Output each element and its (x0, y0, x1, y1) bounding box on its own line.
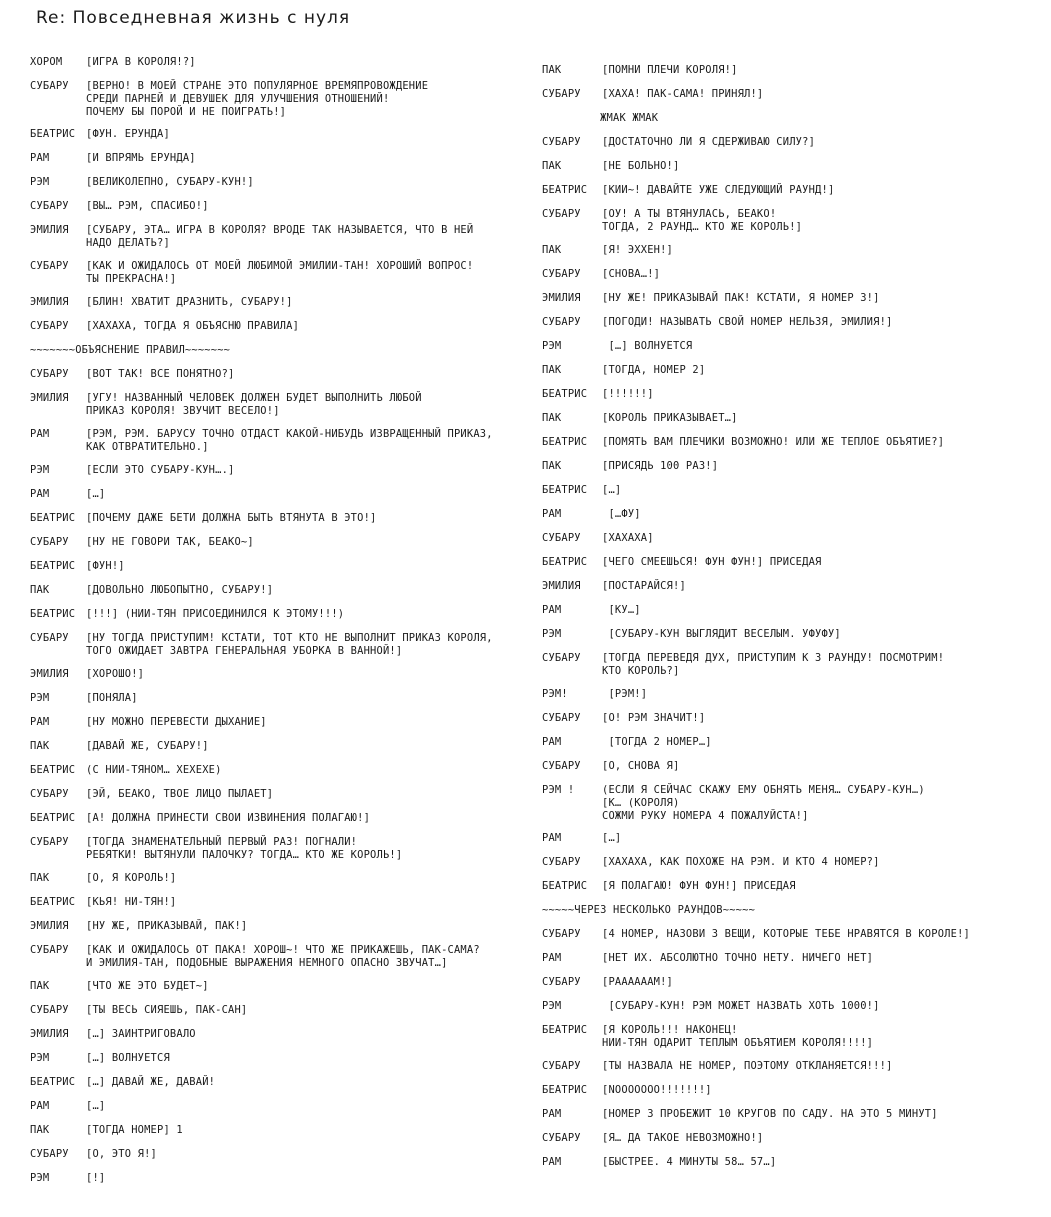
dialogue-line (542, 64, 738, 77)
dialogue-line (542, 1156, 776, 1169)
dialogue-line (30, 464, 234, 477)
speaker-name: СУБАРУ (542, 88, 581, 100)
speaker-name: РЭМ (542, 1000, 562, 1012)
dialogue-line (542, 712, 705, 725)
speaker-name: РАМ (30, 428, 50, 440)
dialogue-text: [СУБАРУ-КУН! РЭМ МОЖЕТ НАЗВАТЬ ХОТЬ 1000!] (602, 1000, 880, 1012)
dialogue-text: [ХАХАХА] (602, 532, 654, 544)
dialogue-text: [ДОВОЛЬНО ЛЮБОПЫТНО, СУБАРУ!] (86, 584, 274, 596)
dialogue-line (30, 920, 247, 933)
dialogue-line (30, 668, 144, 681)
speaker-name: БЕАТРИС (30, 512, 76, 524)
speaker-name: СУБАРУ (542, 1060, 581, 1072)
dialogue-line (542, 784, 925, 823)
speaker-name: ХОРОМ (30, 56, 63, 68)
speaker-name: РАМ (542, 832, 562, 844)
speaker-name: ПАК (542, 64, 562, 76)
speaker-name: РЭМ ! (542, 784, 575, 796)
dialogue-text: [О, ЭТО Я!] (86, 1148, 158, 1160)
speaker-name: СУБАРУ (542, 928, 581, 940)
dialogue-text: [ПРИСЯДЬ 100 РАЗ!] (602, 460, 719, 472)
dialogue-line (30, 488, 105, 501)
speaker-name: БЕАТРИС (542, 484, 588, 496)
speaker-name: БЕАТРИС (542, 184, 588, 196)
dialogue-line (30, 152, 196, 165)
dialogue-text: [КАК И ОЖИДАЛОСЬ ОТ ПАКА! ХОРОШ~! ЧТО ЖЕ ПРИКАЖЕШЬ, ПАК-САМА? И ЭМИЛИЯ-ТАН, ПОДОБНЫЕ ВЫРАЖЕНИЯ НЕМНОГО ОПАСНО ЗВУЧАТ…] (86, 944, 480, 969)
speaker-name: ПАК (30, 980, 50, 992)
dialogue-text: [ТОГДА НОМЕР] 1 (86, 1124, 183, 1136)
dialogue-text: […] (602, 484, 622, 496)
dialogue-line (30, 812, 370, 825)
speaker-name: ПАК (542, 244, 562, 256)
dialogue-text: [НЕТ ИХ. АБСОЛЮТНО ТОЧНО НЕТУ. НИЧЕГО НЕТ] (602, 952, 874, 964)
dialogue-line (30, 872, 176, 885)
dialogue-line (30, 980, 209, 993)
dialogue-line (30, 692, 138, 705)
dialogue-line (30, 1172, 105, 1185)
speaker-name: ЭМИЛИЯ (30, 668, 69, 680)
dialogue-text: (ЕСЛИ Я СЕЙЧАС СКАЖУ ЕМУ ОБНЯТЬ МЕНЯ… СУБАРУ-КУН…) [К… (КОРОЛЯ) СОЖМИ РУКУ НОМЕРА 4 ПОЖАЛУЙСТА!] (602, 784, 925, 822)
dialogue-text: [И ВПРЯМЬ ЕРУНДА] (86, 152, 196, 164)
dialogue-line (30, 536, 254, 549)
speaker-name: РЭМ (30, 692, 50, 704)
speaker-name: БЕАТРИС (542, 436, 588, 448)
dialogue-text: [ТОГДА ЗНАМЕНАТЕЛЬНЫЙ ПЕРВЫЙ РАЗ! ПОГНАЛИ! РЕБЯТКИ! ВЫТЯНУЛИ ПАЛОЧКУ? ТОГДА… КТО ЖЕ КОРОЛЬ!] (86, 836, 403, 861)
dialogue-text: [!!!] (НИИ-ТЯН ПРИСОЕДИНИЛСЯ К ЭТОМУ!!!) (86, 608, 345, 620)
speaker-name: РАМ (542, 508, 562, 520)
dialogue-text: [УГУ! НАЗВАННЫЙ ЧЕЛОВЕК ДОЛЖЕН БУДЕТ ВЫПОЛНИТЬ ЛЮБОЙ ПРИКАЗ КОРОЛЯ! ЗВУЧИТ ВЕСЕЛО!] (86, 392, 422, 417)
dialogue-line (542, 904, 755, 917)
speaker-name: СУБАРУ (542, 856, 581, 868)
dialogue-text: [ВЕЛИКОЛЕПНО, СУБАРУ-КУН!] (86, 176, 254, 188)
dialogue-text: ~~~~~ЧЕРЕЗ НЕСКОЛЬКО РАУНДОВ~~~~~ (542, 904, 756, 916)
dialogue-line (542, 160, 679, 173)
dialogue-line (30, 584, 273, 597)
dialogue-line (30, 296, 293, 309)
dialogue-text: […] ВОЛНУЕТСЯ (86, 1052, 170, 1064)
dialogue-line (542, 1108, 938, 1121)
dialogue-line (30, 560, 125, 573)
speaker-name: ПАК (30, 584, 50, 596)
dialogue-text: […] (86, 488, 106, 500)
dialogue-line (542, 88, 763, 101)
dialogue-text: [ИГРА В КОРОЛЯ!?] (86, 56, 196, 68)
speaker-name: ПАК (542, 160, 562, 172)
dialogue-text: [КОРОЛЬ ПРИКАЗЫВАЕТ…] (602, 412, 738, 424)
dialogue-text: [ПОНЯЛА] (86, 692, 138, 704)
dialogue-line (542, 976, 673, 989)
dialogue-text: [БЫСТРЕЕ. 4 МИНУТЫ 58… 57…] (602, 1156, 777, 1168)
speaker-name: РАМ (542, 1156, 562, 1168)
speaker-name: РАМ (542, 604, 562, 616)
dialogue-line (30, 200, 209, 213)
dialogue-text: [ОУ! А ТЫ ВТЯНУЛАСЬ, БЕАКО! ТОГДА, 2 РАУНД… КТО ЖЕ КОРОЛЬ!] (602, 208, 803, 233)
speaker-name: СУБАРУ (30, 368, 69, 380)
dialogue-line (542, 1132, 763, 1145)
dialogue-line (542, 436, 944, 449)
speaker-name: БЕАТРИС (30, 608, 76, 620)
dialogue-line (542, 268, 660, 281)
dialogue-text: […] ДАВАЙ ЖЕ, ДАВАЙ! (86, 1076, 216, 1088)
dialogue-text: [ПОЧЕМУ ДАЖЕ БЕТИ ДОЛЖНА БЫТЬ ВТЯНУТА В ЭТО!] (86, 512, 377, 524)
dialogue-line (30, 1148, 157, 1161)
speaker-name: СУБАРУ (30, 836, 69, 848)
dialogue-line (542, 340, 692, 353)
speaker-name: РАМ (30, 1100, 50, 1112)
dialogue-line (542, 1084, 712, 1097)
dialogue-text: [СУБАРУ-КУН ВЫГЛЯДИТ ВЕСЕЛЫМ. УФУФУ] (602, 628, 841, 640)
dialogue-line (542, 652, 944, 678)
dialogue-line (542, 688, 647, 701)
dialogue-text: [ПОГОДИ! НАЗЫВАТЬ СВОЙ НОМЕР НЕЛЬЗЯ, ЭМИЛИЯ!] (602, 316, 893, 328)
dialogue-line (30, 1076, 215, 1089)
dialogue-text: [НУ МОЖНО ПЕРЕВЕСТИ ДЫХАНИЕ] (86, 716, 267, 728)
dialogue-text: [ВОТ ТАК! ВСЕ ПОНЯТНО?] (86, 368, 235, 380)
dialogue-line (30, 740, 209, 753)
speaker-name: ПАК (30, 872, 50, 884)
speaker-name: СУБАРУ (30, 1004, 69, 1016)
dialogue-line (30, 80, 428, 119)
dialogue-text: [СНОВА…!] (602, 268, 661, 280)
dialogue-text: [ЧТО ЖЕ ЭТО БУДЕТ~] (86, 980, 209, 992)
dialogue-text: [ПОМНИ ПЛЕЧИ КОРОЛЯ!] (602, 64, 738, 76)
dialogue-line (542, 412, 738, 425)
speaker-name: СУБАРУ (30, 1148, 69, 1160)
dialogue-text: [ДОСТАТОЧНО ЛИ Я СДЕРЖИВАЮ СИЛУ?] (602, 136, 816, 148)
dialogue-text: ~~~~~~~ОБЪЯСНЕНИЕ ПРАВИЛ~~~~~~~ (30, 344, 231, 356)
dialogue-line (542, 460, 718, 473)
dialogue-text: [!!!!!!] (602, 388, 654, 400)
speaker-name: БЕАТРИС (542, 388, 588, 400)
dialogue-text: [Я! ЭХХЕН!] (602, 244, 674, 256)
dialogue-text: [NOOOOOOO!!!!!!!] (602, 1084, 712, 1096)
speaker-name: ПАК (30, 1124, 50, 1136)
speaker-name: СУБАРУ (542, 268, 581, 280)
dialogue-text: [Я… ДА ТАКОЕ НЕВОЗМОЖНО!] (602, 1132, 764, 1144)
dialogue-line (30, 716, 267, 729)
dialogue-text: [НУ НЕ ГОВОРИ ТАК, БЕАКО~] (86, 536, 254, 548)
dialogue-text: [!] (86, 1172, 106, 1184)
dialogue-text: [А! ДОЛЖНА ПРИНЕСТИ СВОИ ИЗВИНЕНИЯ ПОЛАГАЮ!] (86, 812, 371, 824)
dialogue-line (542, 508, 641, 521)
speaker-name: ЭМИЛИЯ (30, 392, 69, 404)
dialogue-text: [ТЫ ВЕСЬ СИЯЕШЬ, ПАК-САН] (86, 1004, 248, 1016)
dialogue-line (30, 224, 473, 250)
dialogue-line (542, 856, 880, 869)
dialogue-line (30, 128, 170, 141)
dialogue-line (30, 176, 254, 189)
dialogue-line (30, 260, 473, 286)
dialogue-line (542, 208, 802, 234)
speaker-name: СУБАРУ (30, 788, 69, 800)
dialogue-line (30, 320, 299, 333)
speaker-name: СУБАРУ (542, 532, 581, 544)
dialogue-line (30, 392, 422, 418)
dialogue-text: [ЕСЛИ ЭТО СУБАРУ-КУН….] (86, 464, 235, 476)
speaker-name: ЭМИЛИЯ (30, 296, 69, 308)
dialogue-line (542, 532, 654, 545)
speaker-name: СУБАРУ (30, 536, 69, 548)
dialogue-text: [Я ПОЛАГАЮ! ФУН ФУН!] ПРИСЕДАЯ (602, 880, 796, 892)
speaker-name: СУБАРУ (542, 652, 581, 664)
dialogue-text: [НУ ЖЕ, ПРИКАЗЫВАЙ, ПАК!] (86, 920, 248, 932)
dialogue-line (542, 928, 970, 941)
dialogue-text: [ТЫ НАЗВАЛА НЕ НОМЕР, ПОЭТОМУ ОТКЛАНЯЕТСЯ!!!] (602, 1060, 893, 1072)
dialogue-text: […] ЗАИНТРИГОВАЛО (86, 1028, 196, 1040)
dialogue-line (30, 512, 377, 525)
dialogue-text: […ФУ] (602, 508, 641, 520)
dialogue-line (30, 1028, 196, 1041)
dialogue-text: [ХАХА! ПАК-САМА! ПРИНЯЛ!] (602, 88, 764, 100)
speaker-name: РЭМ (30, 176, 50, 188)
dialogue-text: [4 НОМЕР, НАЗОВИ 3 ВЕЩИ, КОТОРЫЕ ТЕБЕ НРАВЯТСЯ В КОРОЛЕ!] (602, 928, 970, 940)
speaker-name: БЕАТРИС (30, 128, 76, 140)
speaker-name: БЕАТРИС (30, 896, 76, 908)
dialogue-text: [КАК И ОЖИДАЛОСЬ ОТ МОЕЙ ЛЮБИМОЙ ЭМИЛИИ-ТАН! ХОРОШИЙ ВОПРОС! ТЫ ПРЕКРАСНА!] (86, 260, 474, 285)
speaker-name: СУБАРУ (30, 632, 69, 644)
speaker-name: СУБАРУ (30, 320, 69, 332)
speaker-name: СУБАРУ (542, 976, 581, 988)
dialogue-text: [РЭМ!] (602, 688, 648, 700)
dialogue-text: [ТОГДА 2 НОМЕР…] (602, 736, 712, 748)
dialogue-line (542, 1060, 893, 1073)
speaker-name: БЕАТРИС (30, 812, 76, 824)
dialogue-line (542, 952, 873, 965)
dialogue-line (30, 944, 480, 970)
dialogue-text: [О! РЭМ ЗНАЧИТ!] (602, 712, 706, 724)
dialogue-line (542, 556, 822, 569)
dialogue-line (542, 184, 834, 197)
dialogue-line (30, 1100, 105, 1113)
dialogue-text: [О, СНОВА Я] (602, 760, 680, 772)
speaker-name: ЭМИЛИЯ (30, 920, 69, 932)
dialogue-text: [ВЕРНО! В МОЕЙ СТРАНЕ ЭТО ПОПУЛЯРНОЕ ВРЕМЯПРОВОЖДЕНИЕ СРЕДИ ПАРНЕЙ И ДЕВУШЕК ДЛЯ УЛУЧШЕНИЯ ОТНОШЕНИЙ! ПОЧЕМУ БЫ ПОРОЙ И НЕ ПОИГРАТЬ!] (86, 80, 429, 118)
speaker-name: РАМ (30, 716, 50, 728)
dialogue-line (542, 316, 893, 329)
speaker-name: СУБАРУ (542, 712, 581, 724)
speaker-name: РАМ (542, 952, 562, 964)
speaker-name: ПАК (542, 412, 562, 424)
dialogue-line (30, 56, 196, 69)
dialogue-text: [НЕ БОЛЬНО!] (602, 160, 680, 172)
speaker-name: ПАК (30, 740, 50, 752)
dialogue-text: [О, Я КОРОЛЬ!] (86, 872, 177, 884)
speaker-name: СУБАРУ (30, 944, 69, 956)
speaker-name: РЭМ (30, 1172, 50, 1184)
dialogue-line (542, 484, 621, 497)
speaker-name: СУБАРУ (542, 136, 581, 148)
dialogue-text: [ЭЙ, БЕАКО, ТВОЕ ЛИЦО ПЫЛАЕТ] (86, 788, 274, 800)
dialogue-line (30, 788, 273, 801)
dialogue-text: [ФУН!] (86, 560, 125, 572)
dialogue-text: [ХАХАХА, ТОГДА Я ОБЪЯСНЮ ПРАВИЛА] (86, 320, 300, 332)
speaker-name: РАМ (30, 152, 50, 164)
speaker-name: СУБАРУ (30, 260, 69, 272)
dialogue-line (542, 1000, 880, 1013)
dialogue-line (542, 1024, 873, 1050)
speaker-name: ЭМИЛИЯ (542, 580, 581, 592)
dialogue-line (30, 608, 344, 621)
speaker-name: РАМ (542, 736, 562, 748)
dialogue-line (30, 1004, 247, 1017)
dialogue-text: [НУ ТОГДА ПРИСТУПИМ! КСТАТИ, ТОТ КТО НЕ ВЫПОЛНИТ ПРИКАЗ КОРОЛЯ, ТОГО ОЖИДАЕТ ЗАВТРА ГЕНЕРАЛЬНАЯ УБОРКА В ВАННОЙ!] (86, 632, 493, 657)
speaker-name: СУБАРУ (542, 1132, 581, 1144)
speaker-name: РЭМ! (542, 688, 568, 700)
dialogue-line (30, 836, 402, 862)
speaker-name: БЕАТРИС (542, 1084, 588, 1096)
speaker-name: БЕАТРИС (30, 1076, 76, 1088)
dialogue-line (542, 244, 673, 257)
dialogue-text: [БЛИН! ХВАТИТ ДРАЗНИТЬ, СУБАРУ!] (86, 296, 293, 308)
dialogue-text: [Я КОРОЛЬ!!! НАКОНЕЦ! НИИ-ТЯН ОДАРИТ ТЕПЛЫМ ОБЪЯТИЕМ КОРОЛЯ!!!!] (602, 1024, 874, 1049)
dialogue-line (30, 632, 493, 658)
dialogue-line (30, 428, 493, 454)
speaker-name: СУБАРУ (542, 316, 581, 328)
speaker-name: ПАК (542, 364, 562, 376)
dialogue-line (30, 764, 222, 777)
dialogue-line (542, 628, 841, 641)
dialogue-text: [ФУН. ЕРУНДА] (86, 128, 170, 140)
dialogue-text: (С НИИ-ТЯНОМ… ХЕХЕХЕ) (86, 764, 222, 776)
speaker-name: СУБАРУ (30, 200, 69, 212)
dialogue-line (542, 604, 641, 617)
dialogue-text: [РААААААМ!] (602, 976, 674, 988)
dialogue-text: [СУБАРУ, ЭТА… ИГРА В КОРОЛЯ? ВРОДЕ ТАК НАЗЫВАЕТСЯ, ЧТО В НЕЙ НАДО ДЕЛАТЬ?] (86, 224, 474, 249)
speaker-name: РЭМ (30, 464, 50, 476)
dialogue-text: [ТОГДА ПЕРЕВЕДЯ ДУХ, ПРИСТУПИМ К 3 РАУНДУ! ПОСМОТРИМ! КТО КОРОЛЬ?] (602, 652, 945, 677)
speaker-name: БЕАТРИС (542, 556, 588, 568)
dialogue-text: […] (86, 1100, 106, 1112)
speaker-name: БЕАТРИС (30, 764, 76, 776)
speaker-name: СУБАРУ (30, 80, 69, 92)
dialogue-line (542, 580, 686, 593)
dialogue-line (542, 292, 880, 305)
dialogue-line (30, 896, 176, 909)
speaker-name: ЭМИЛИЯ (30, 224, 69, 236)
dialogue-line (542, 112, 658, 125)
speaker-name: БЕАТРИС (542, 880, 588, 892)
dialogue-line (30, 1052, 170, 1065)
dialogue-text: [ЧЕГО СМЕЕШЬСЯ! ФУН ФУН!] ПРИСЕДАЯ (602, 556, 822, 568)
dialogue-line (542, 760, 679, 773)
dialogue-text: [ХАХАХА, КАК ПОХОЖЕ НА РЭМ. И КТО 4 НОМЕР?] (602, 856, 880, 868)
speaker-name: РЭМ (542, 340, 562, 352)
dialogue-line (542, 364, 705, 377)
dialogue-line (30, 368, 234, 381)
dialogue-text: […] ВОЛНУЕТСЯ (602, 340, 693, 352)
dialogue-text: [РЭМ, РЭМ. БАРУСУ ТОЧНО ОТДАСТ КАКОЙ-НИБУДЬ ИЗВРАЩЕННЫЙ ПРИКАЗ, КАК ОТВРАТИТЕЛЬНО.] (86, 428, 493, 453)
dialogue-text: [КУ…] (602, 604, 641, 616)
speaker-name: ЭМИЛИЯ (542, 292, 581, 304)
dialogue-line (542, 880, 796, 893)
speaker-name: РЭМ (30, 1052, 50, 1064)
dialogue-line (542, 736, 712, 749)
page-title: Re: Повседневная жизнь с нуля (36, 8, 351, 28)
dialogue-line (542, 832, 621, 845)
dialogue-text: [КЬЯ! НИ-ТЯН!] (86, 896, 177, 908)
speaker-name: ПАК (542, 460, 562, 472)
dialogue-text: ЖМАК ЖМАК (542, 112, 659, 124)
dialogue-line (30, 1124, 183, 1137)
speaker-name: СУБАРУ (542, 208, 581, 220)
dialogue-text: [ХОРОШО!] (86, 668, 145, 680)
dialogue-line (542, 388, 654, 401)
dialogue-text: [ПОСТАРАЙСЯ!] (602, 580, 686, 592)
speaker-name: ЭМИЛИЯ (30, 1028, 69, 1040)
dialogue-text: [НУ ЖЕ! ПРИКАЗЫВАЙ ПАК! КСТАТИ, Я НОМЕР 3!] (602, 292, 880, 304)
dialogue-text: [ДАВАЙ ЖЕ, СУБАРУ!] (86, 740, 209, 752)
dialogue-line (30, 344, 230, 357)
dialogue-line (542, 136, 815, 149)
speaker-name: РАМ (542, 1108, 562, 1120)
speaker-name: РАМ (30, 488, 50, 500)
speaker-name: СУБАРУ (542, 760, 581, 772)
dialogue-text: [ТОГДА, НОМЕР 2] (602, 364, 706, 376)
speaker-name: БЕАТРИС (542, 1024, 588, 1036)
dialogue-text: […] (602, 832, 622, 844)
speaker-name: БЕАТРИС (30, 560, 76, 572)
speaker-name: РЭМ (542, 628, 562, 640)
dialogue-text: [ПОМЯТЬ ВАМ ПЛЕЧИКИ ВОЗМОЖНО! ИЛИ ЖЕ ТЕПЛОЕ ОБЪЯТИЕ?] (602, 436, 945, 448)
dialogue-text: [КИИ~! ДАВАЙТЕ УЖЕ СЛЕДУЮЩИЙ РАУНД!] (602, 184, 835, 196)
dialogue-text: [НОМЕР 3 ПРОБЕЖИТ 10 КРУГОВ ПО САДУ. НА ЭТО 5 МИНУТ] (602, 1108, 938, 1120)
dialogue-text: [ВЫ… РЭМ, СПАСИБО!] (86, 200, 209, 212)
